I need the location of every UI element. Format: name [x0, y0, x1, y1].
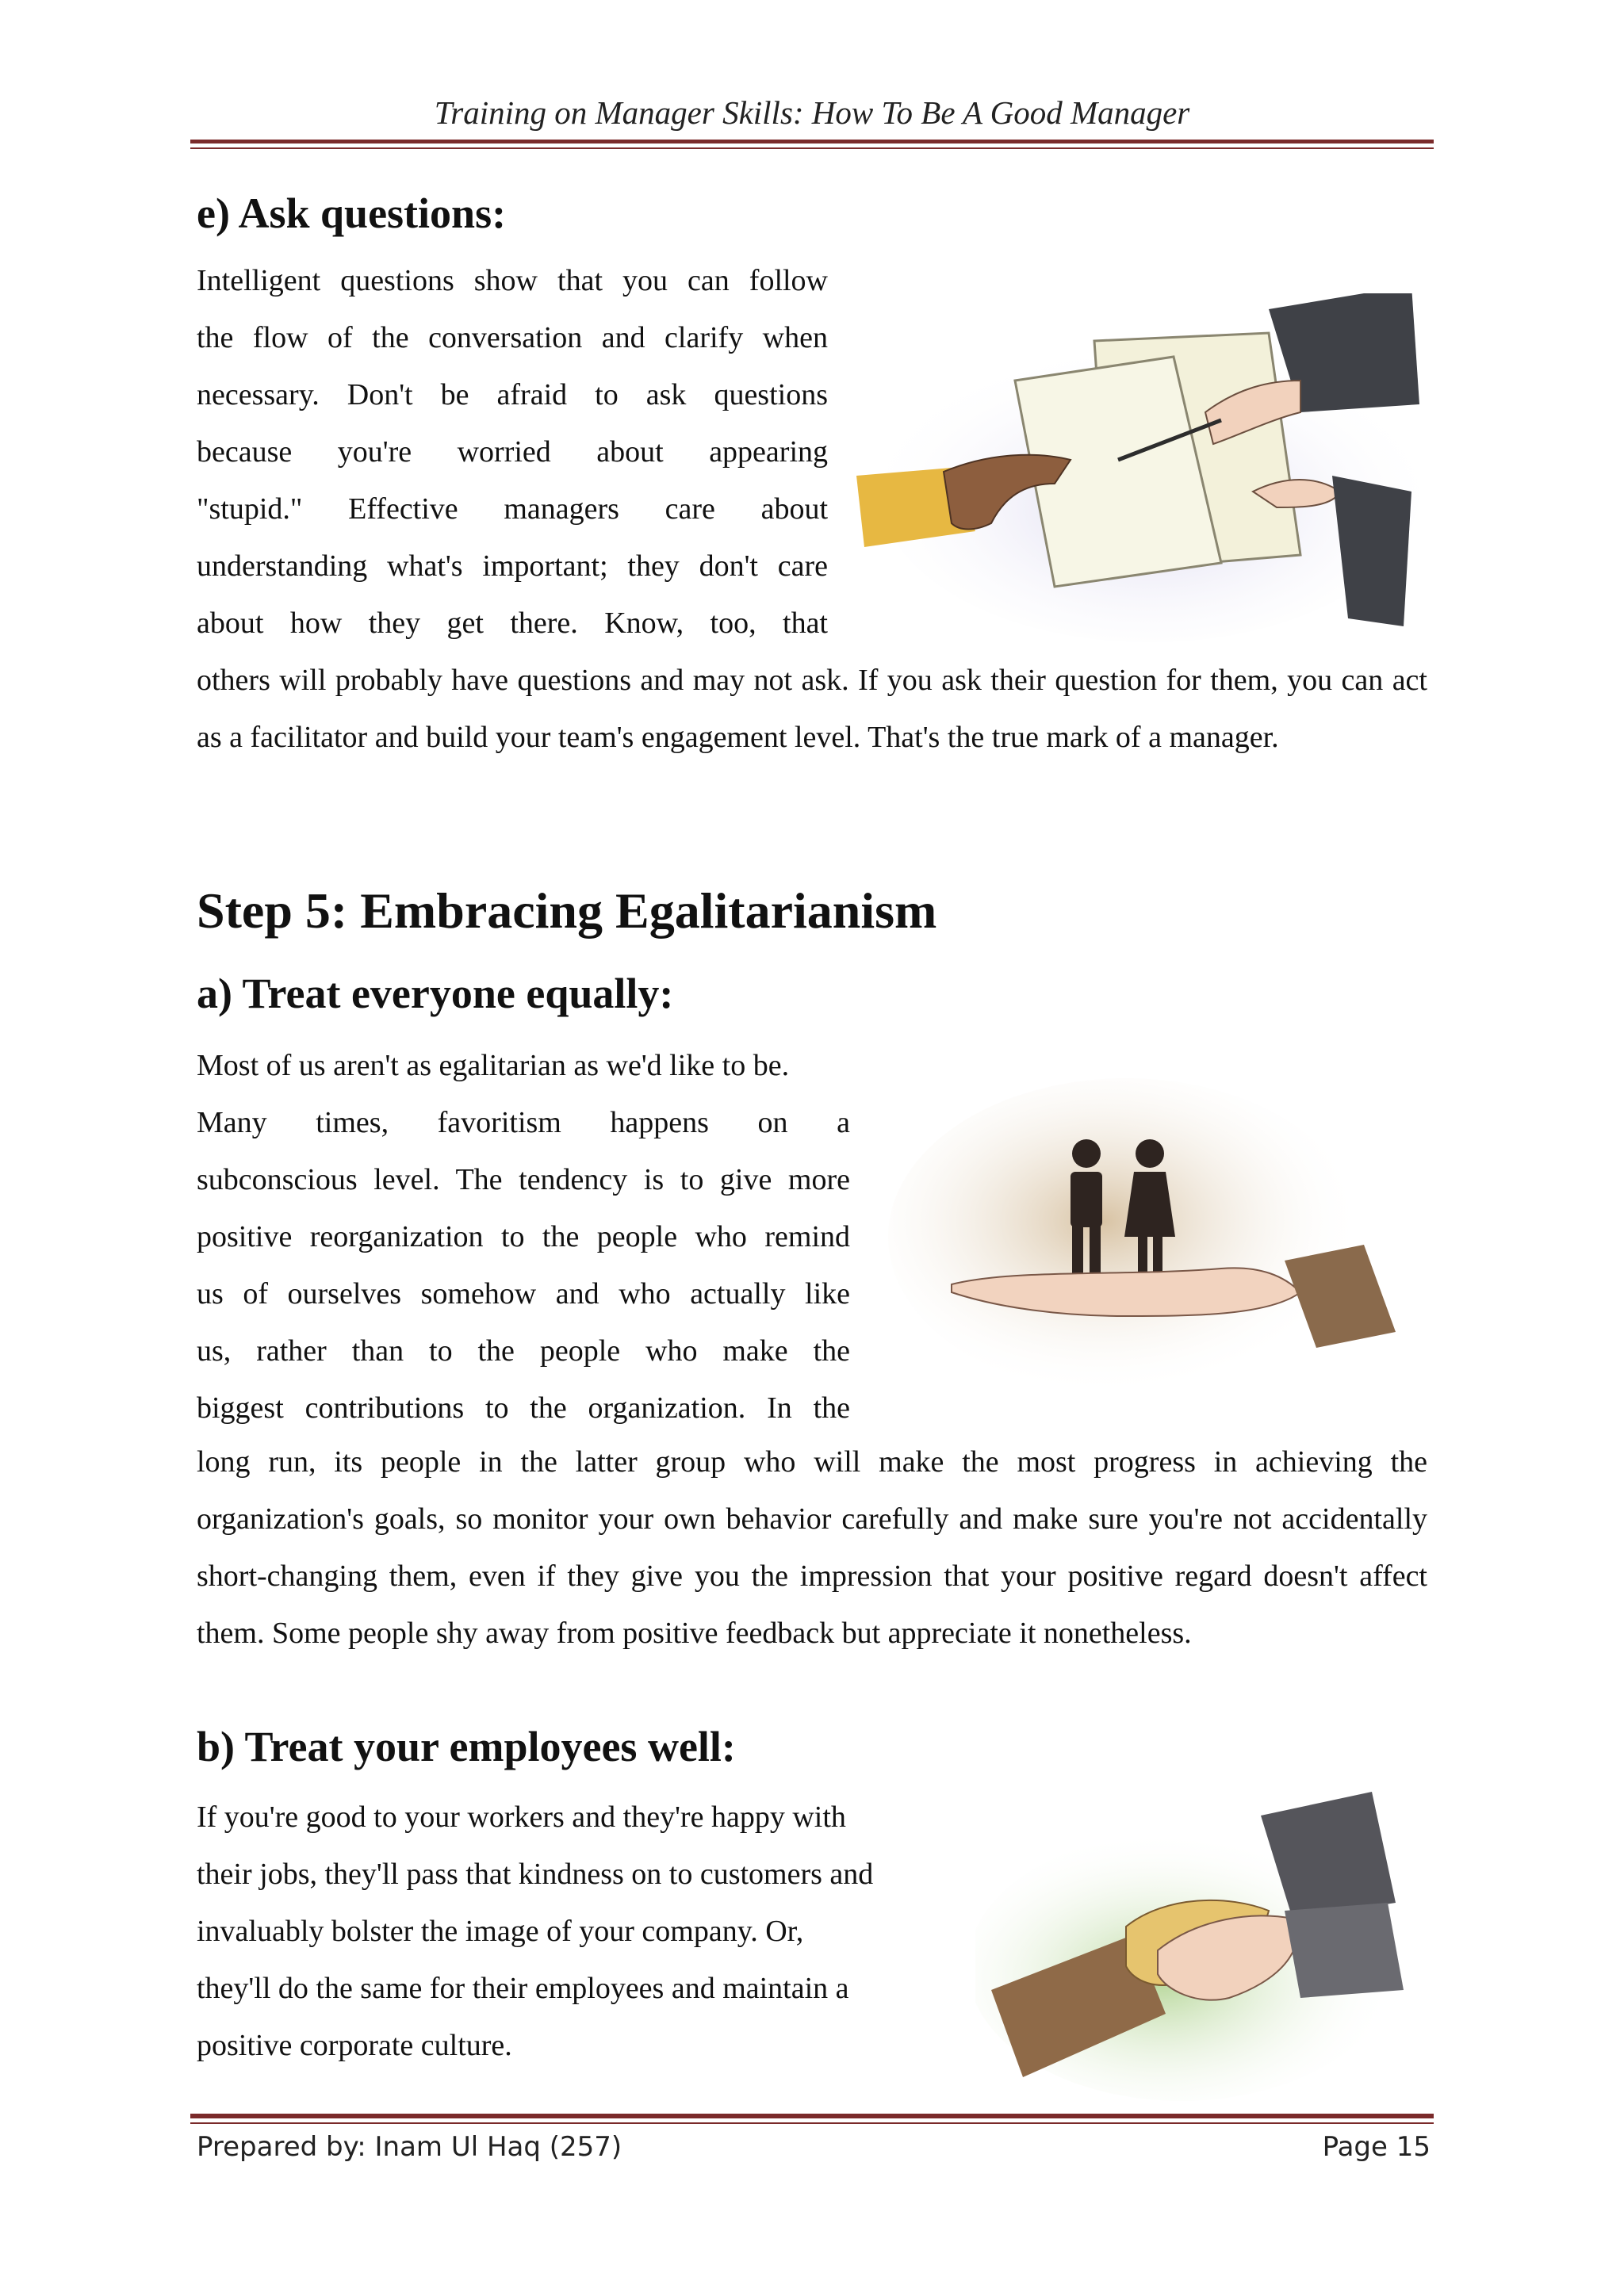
text-line: positive reorganization to the people who remind — [197, 1220, 850, 1253]
treat-equally-continuation: long run, its people in the latter group who will make the most progress in achieving the organization's goals, so monitor your own behavior carefully and make sure you're not accidentally short-changing them, even if they give you the impression that your positive regard doesn't affect them. Some people shy away from positive feedback but appreciate it nonetheless. — [197, 1445, 1427, 1650]
text-line: If you're good to your workers and they're happy with — [197, 1800, 846, 1834]
text-line: because you're worried about appearing — [197, 435, 828, 469]
text-line: they'll do the same for their employees and maintain a — [197, 1972, 849, 2005]
treat-equally-wrapped-text — [197, 1037, 850, 1437]
header-rule-thin — [190, 147, 1434, 149]
footer-page-number: Page 15 — [1322, 2131, 1431, 2163]
heading-treat-everyone-equally: a) Treat everyone equally: — [197, 970, 674, 1017]
heading-step-5: Step 5: Embracing Egalitarianism — [197, 882, 937, 939]
ask-questions-continuation: others will probably have questions and may not ask. If you ask their question for them, you can act as a facilitator and build your team's engagement level. That's the true mark of a manager. — [197, 664, 1427, 754]
text-line: their jobs, they'll pass that kindness on to customers and — [197, 1858, 874, 1891]
heading-treat-employees-well: b) Treat your employees well: — [197, 1723, 736, 1770]
text-line: about how they get there. Know, too, that — [197, 607, 828, 640]
text-line: understanding what's important; they don't care — [197, 549, 828, 583]
header-rule-thick — [190, 140, 1434, 144]
handshake-illustration — [975, 1792, 1419, 2101]
people-on-hand-illustration — [888, 1078, 1411, 1419]
text-line: us of ourselves somehow and who actually like — [197, 1277, 850, 1311]
text-line: "stupid." Effective managers care about — [197, 492, 828, 526]
text-line: invaluably bolster the image of your company. Or, — [197, 1915, 804, 1948]
text-line: subconscious level. The tendency is to give more — [197, 1163, 850, 1196]
hands-papers-illustration — [856, 293, 1419, 642]
footer-prepared-by: Prepared by: Inam Ul Haq (257) — [197, 2131, 622, 2163]
running-header: Training on Manager Skills: How To Be A Good Manager — [434, 94, 1190, 131]
footer-rule-thick — [190, 2114, 1434, 2118]
heading-ask-questions: e) Ask questions: — [197, 189, 507, 237]
text-line: us, rather than to the people who make the — [197, 1334, 850, 1368]
text-line: Intelligent questions show that you can follow — [197, 264, 828, 297]
ask-questions-wrapped-text — [197, 252, 828, 652]
text-line: positive corporate culture. — [197, 2029, 512, 2062]
treat-employees-text — [197, 1789, 929, 2074]
text-line: necessary. Don't be afraid to ask questions — [197, 378, 828, 411]
footer-rule-thin — [190, 2122, 1434, 2124]
text-line: the flow of the conversation and clarify when — [197, 321, 828, 354]
text-line: Many times, favoritism happens on a — [197, 1106, 850, 1139]
text-line: Most of us aren't as egalitarian as we'd like to be. — [197, 1049, 790, 1082]
text-line: biggest contributions to the organization. In the — [197, 1391, 850, 1425]
